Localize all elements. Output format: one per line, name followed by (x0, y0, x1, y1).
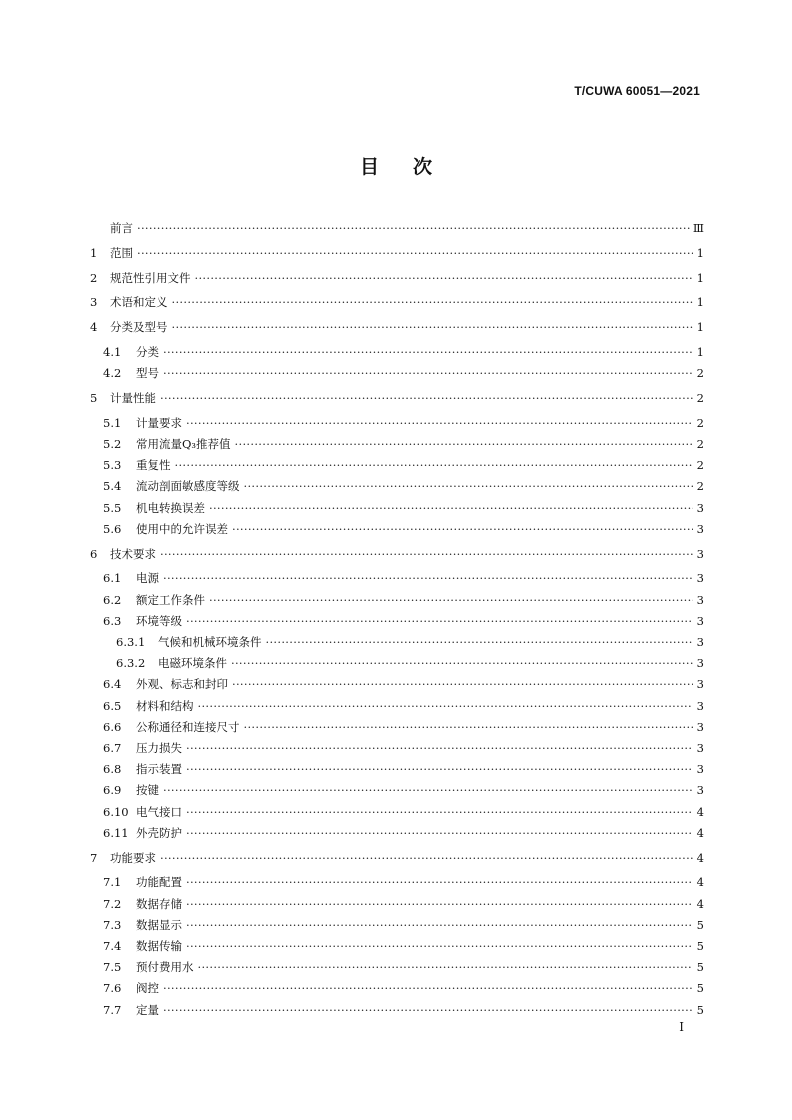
toc-entry-title: 外壳防护 (136, 825, 182, 840)
toc-entry-number: 4.2 (103, 366, 122, 381)
toc-entry[interactable] (90, 570, 704, 586)
dot-leader (231, 656, 693, 670)
dot-leader (163, 1003, 693, 1017)
dot-leader (172, 320, 694, 334)
toc-entry[interactable] (90, 245, 704, 261)
toc-entry-page: 3 (696, 613, 704, 628)
toc-entry-number: 7 (90, 850, 98, 865)
toc-entry[interactable] (90, 344, 704, 360)
page-number: Ⅰ (679, 1020, 684, 1034)
toc-entry-title: 数据存储 (136, 896, 182, 911)
toc-entry-page: 2 (696, 479, 704, 494)
toc-entry-number: 6.2 (103, 592, 122, 607)
dot-leader (244, 479, 694, 493)
toc-entry-page: 3 (696, 741, 704, 755)
dot-leader (160, 547, 693, 561)
toc-entry[interactable] (90, 478, 704, 494)
toc-entry[interactable] (90, 457, 704, 473)
toc-entry-page: 2 (696, 437, 704, 451)
toc-entry-page: 3 (696, 635, 704, 649)
toc-entry[interactable] (90, 938, 704, 954)
toc-entry[interactable] (90, 436, 704, 452)
toc-entry-page: 4 (696, 850, 704, 865)
toc-entry[interactable] (90, 676, 704, 692)
toc-entry-title: 压力损失 (136, 741, 182, 755)
dot-leader (163, 345, 693, 359)
toc-entry[interactable] (90, 546, 704, 562)
dot-leader (160, 851, 693, 865)
toc-entry-page: 3 (696, 500, 704, 515)
toc-entry-number: 6.7 (103, 741, 122, 755)
toc-entry-page: 4 (696, 825, 704, 840)
dot-leader (186, 762, 693, 776)
toc-entry[interactable] (90, 874, 704, 890)
toc-entry-page: 3 (696, 571, 704, 586)
toc-entry-title: 分类及型号 (110, 320, 168, 335)
toc-entry-number: 6.3.2 (116, 656, 146, 671)
toc-entry-page: 3 (696, 677, 704, 692)
toc-entry-number: 7.4 (103, 939, 122, 953)
toc-entry-number: 6.3 (103, 613, 122, 628)
toc-entry[interactable] (90, 634, 704, 650)
toc-entry-number: 7.6 (103, 981, 122, 996)
toc-entry-number: 5.6 (103, 521, 122, 536)
dot-leader (195, 271, 694, 285)
toc-entry[interactable] (90, 896, 704, 912)
toc-entry-title: 功能配置 (136, 875, 182, 890)
toc-entry-title: 功能要求 (110, 850, 156, 865)
toc-entry-page: 3 (696, 762, 704, 777)
dot-leader (232, 677, 693, 691)
toc-entry[interactable] (90, 592, 704, 608)
toc-entry-title: 电气接口 (136, 804, 182, 819)
toc-entry-title: 范围 (110, 245, 133, 260)
dot-leader (163, 783, 693, 797)
toc-entry-title: 前言 (110, 221, 133, 235)
toc-entry[interactable] (90, 655, 704, 671)
toc-entry-page: 5 (696, 939, 704, 953)
toc-entry-title: 材料和结构 (136, 698, 194, 713)
toc-entry[interactable] (90, 959, 704, 975)
toc-entry[interactable] (90, 294, 704, 310)
toc-entry-title: 技术要求 (110, 546, 156, 561)
toc-entry-title: 阀控 (136, 981, 159, 996)
dot-leader (137, 246, 693, 260)
dot-leader (209, 501, 693, 515)
toc-entry-page: 1 (696, 245, 704, 260)
toc-entry-number: 6.11 (103, 825, 129, 840)
dot-leader (198, 699, 694, 713)
toc-entry-title: 术语和定义 (110, 295, 168, 310)
toc-entry-page: 4 (696, 896, 704, 911)
toc-entry-title: 电源 (136, 571, 159, 586)
toc-entry-title: 环境等级 (136, 613, 182, 628)
dot-leader (137, 221, 690, 235)
toc-entry-page: 4 (696, 804, 704, 819)
toc-entry[interactable] (90, 270, 704, 286)
toc-entry-page: 1 (696, 345, 704, 359)
toc-entry-title: 外观、标志和封印 (136, 677, 228, 692)
toc-entry-title: 气候和机械环境条件 (158, 635, 262, 649)
toc-entry-number: 4 (90, 320, 98, 335)
toc-entry-number: 1 (90, 245, 98, 260)
toc-entry-page: 3 (696, 592, 704, 607)
toc-entry-title: 型号 (136, 366, 159, 381)
toc-entry-number: 7.7 (103, 1002, 122, 1017)
toc-entry[interactable] (90, 521, 704, 537)
toc-entry-number: 3 (90, 295, 98, 310)
toc-entry-number: 6.3.1 (116, 635, 146, 649)
dot-leader (186, 614, 693, 628)
toc-entry[interactable] (90, 917, 704, 933)
toc-entry-title: 预付费用水 (136, 960, 194, 975)
toc-entry-page: Ⅲ (692, 221, 704, 235)
toc-entry-title: 按键 (136, 783, 159, 798)
toc-entry[interactable] (90, 782, 704, 798)
toc-entry-page: 5 (696, 917, 704, 932)
toc-entry[interactable] (90, 825, 704, 841)
toc-entry-number: 6.10 (103, 804, 129, 819)
toc-entry-page: 3 (696, 521, 704, 536)
toc-entry[interactable] (90, 319, 704, 335)
toc-entry[interactable] (90, 980, 704, 996)
toc-entry-title: 数据传输 (136, 939, 182, 953)
toc-entry-page: 5 (696, 1002, 704, 1017)
toc-entry-title: 规范性引用文件 (110, 270, 191, 285)
toc-entry-number: 7.2 (103, 896, 122, 911)
dot-leader (186, 939, 693, 953)
dot-leader (172, 295, 694, 309)
dot-leader (244, 720, 694, 734)
toc-entry-title: 定量 (136, 1002, 159, 1017)
toc-entry-page: 4 (696, 875, 704, 890)
dot-leader (163, 571, 693, 585)
dot-leader (160, 391, 693, 405)
toc-entry-page: 5 (696, 960, 704, 975)
dot-leader (186, 416, 693, 430)
toc-entry[interactable] (90, 390, 704, 406)
toc-entry-number: 5.3 (103, 458, 122, 473)
toc-entry-number: 5.5 (103, 500, 122, 515)
toc-entry-number: 5.2 (103, 437, 122, 451)
dot-leader (163, 366, 693, 380)
dot-leader (186, 741, 693, 755)
toc-entry-number: 7.5 (103, 960, 122, 975)
toc-entry-title: 公称通径和连接尺寸 (136, 719, 240, 734)
dot-leader (266, 635, 694, 649)
dot-leader (163, 981, 693, 995)
toc-entry[interactable] (90, 415, 704, 431)
toc-entry-page: 3 (696, 656, 704, 671)
toc-entry-page: 1 (696, 270, 704, 285)
toc-entry-title: 重复性 (136, 458, 171, 473)
toc-entry-number: 2 (90, 270, 98, 285)
toc-entry[interactable] (90, 1002, 704, 1018)
toc-entry-title: 电磁环境条件 (158, 656, 227, 671)
toc-entry-number: 6.9 (103, 783, 122, 798)
toc-entry-title: 机电转换误差 (136, 500, 205, 515)
toc-entry-page: 2 (696, 415, 704, 430)
toc-entry-page: 5 (696, 981, 704, 996)
toc-entry[interactable] (90, 220, 704, 236)
toc-entry[interactable] (90, 698, 704, 714)
page-title: 目次 (359, 156, 466, 178)
dot-leader (235, 437, 693, 451)
toc-entry-number: 7.3 (103, 917, 122, 932)
toc-entry-number: 6 (90, 546, 98, 561)
toc-entry-number: 4.1 (103, 345, 122, 359)
toc-entry-title: 额定工作条件 (136, 592, 205, 607)
toc-entry[interactable] (90, 500, 704, 516)
toc-entry-page: 2 (696, 366, 704, 381)
standard-code: T/CUWA 60051—2021 (574, 84, 700, 98)
toc-entry[interactable] (90, 613, 704, 629)
toc-entry-page: 2 (696, 391, 704, 405)
toc-entry[interactable] (90, 719, 704, 735)
toc-entry-number: 5.1 (103, 415, 122, 430)
toc-entry-title: 指示装置 (136, 762, 182, 777)
dot-leader (209, 593, 693, 607)
toc-entry-page: 1 (696, 295, 704, 310)
toc-entry-number: 5.4 (103, 479, 122, 494)
toc-entry-number: 6.1 (103, 571, 122, 586)
dot-leader (186, 897, 693, 911)
dot-leader (198, 960, 694, 974)
toc-entry[interactable] (90, 850, 704, 866)
toc-entry-title: 使用中的允许误差 (136, 521, 228, 536)
dot-leader (175, 458, 694, 472)
toc-entry-number: 6.6 (103, 719, 122, 734)
toc-entry[interactable] (90, 761, 704, 777)
toc-entry-title: 计量要求 (136, 415, 182, 430)
toc-entry-title: 分类 (136, 345, 159, 359)
toc-entry-page: 2 (696, 458, 704, 473)
toc-entry-page: 3 (696, 719, 704, 734)
toc-entry-page: 3 (696, 546, 704, 561)
toc-entry[interactable] (90, 365, 704, 381)
toc-entry-number: 6.5 (103, 698, 122, 713)
toc-entry-number: 6.4 (103, 677, 122, 692)
dot-leader (186, 805, 693, 819)
toc-entry-page: 1 (696, 320, 704, 335)
dot-leader (186, 875, 693, 889)
toc-entry-number: 7.1 (103, 875, 122, 890)
toc-entry-title: 流动剖面敏感度等级 (136, 479, 240, 494)
dot-leader (186, 918, 693, 932)
toc-entry-number: 6.8 (103, 762, 122, 777)
toc-entry[interactable] (90, 804, 704, 820)
toc-entry-title: 常用流量Q₃推荐值 (136, 437, 231, 451)
toc-entry[interactable] (90, 740, 704, 756)
toc-entry-number: 5 (90, 391, 98, 405)
toc-entry-title: 数据显示 (136, 917, 182, 932)
toc-entry-page: 3 (696, 783, 704, 798)
toc-entry-title: 计量性能 (110, 391, 156, 405)
toc-entry-page: 3 (696, 698, 704, 713)
dot-leader (232, 522, 693, 536)
dot-leader (186, 826, 693, 840)
